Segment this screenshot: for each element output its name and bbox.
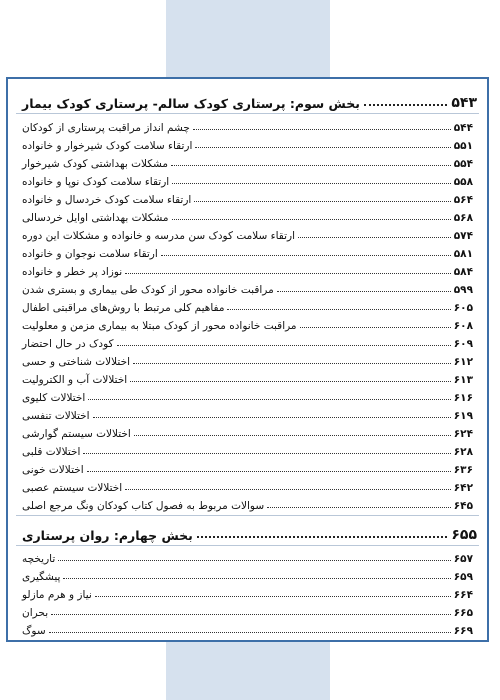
dot-leader xyxy=(49,632,451,633)
entry-page: ۶۶۵ xyxy=(453,607,473,619)
entry-page: ۶۵۹ xyxy=(453,571,473,583)
entry-page: ۵۶۸ xyxy=(453,212,473,224)
entry-title: اختلالات قلبی xyxy=(22,446,81,458)
toc-entry xyxy=(22,601,473,619)
entry-page: ۵۴۴ xyxy=(453,122,473,134)
dot-leader xyxy=(171,165,451,166)
entry-page: ۶۱۳ xyxy=(453,374,473,386)
entry-title: اختلالات کلیوی xyxy=(22,392,86,404)
entry-title: پیشگیری xyxy=(22,571,61,583)
entry-page: ۶۲۴ xyxy=(453,428,473,440)
dot-leader xyxy=(194,201,450,202)
section-rule xyxy=(16,113,479,114)
dot-leader xyxy=(197,536,447,538)
entry-title: اختلالات خونی xyxy=(22,464,84,476)
entry-page: ۵۵۱ xyxy=(453,140,473,152)
entry-title: اختلالات سیستم گوارشی xyxy=(22,428,131,440)
dot-leader xyxy=(117,345,451,346)
entry-title: ارتقاء سلامت کودک نوپا و خانواده xyxy=(22,176,170,188)
dot-leader xyxy=(298,237,451,238)
entry-page: ۵۸۴ xyxy=(453,266,473,278)
section-page: ۵۴۳ xyxy=(451,95,477,111)
dot-leader xyxy=(161,255,451,256)
entry-title: بحران xyxy=(22,607,49,619)
toc-entry xyxy=(22,134,473,152)
entry-page: ۵۸۱ xyxy=(453,248,473,260)
toc-entry xyxy=(22,583,473,601)
toc-entry xyxy=(22,422,473,440)
entry-page: ۶۰۵ xyxy=(453,302,473,314)
toc-box xyxy=(6,77,489,642)
dot-leader xyxy=(95,596,451,597)
entry-page: ۶۵۷ xyxy=(453,553,473,565)
entry-page: ۶۱۹ xyxy=(453,410,473,422)
dot-leader xyxy=(51,614,451,615)
dot-leader xyxy=(87,471,451,472)
entry-title: مشکلات بهداشتی اوایل خردسالی xyxy=(22,212,169,224)
entry-page: ۶۶۹ xyxy=(453,625,473,637)
toc-entry xyxy=(22,116,473,134)
entry-title: مفاهیم کلی مرتبط با روش‌های مراقبتی اطفال xyxy=(22,302,225,314)
toc-entry xyxy=(22,547,473,565)
dot-leader xyxy=(267,507,451,508)
entry-page: ۶۱۲ xyxy=(453,356,473,368)
toc-entry xyxy=(22,404,473,422)
entry-title: اختلالات تنفسی xyxy=(22,410,90,422)
entry-title: سوگ xyxy=(22,625,46,637)
entry-title: کودک در حال احتضار xyxy=(22,338,114,350)
entry-page: ۶۴۲ xyxy=(453,482,473,494)
entry-title: اختلالات آب و الکترولیت xyxy=(22,374,128,386)
entry-title: ارتقاء سلامت نوجوان و خانواده xyxy=(22,248,158,260)
dot-leader xyxy=(195,147,450,148)
dot-leader xyxy=(125,489,451,490)
dot-leader xyxy=(300,327,451,328)
section-title: بخش سوم: پرستاری کودک سالم- پرستاری کودک بیمار xyxy=(22,96,360,111)
dot-leader xyxy=(93,417,451,418)
toc-entry xyxy=(22,565,473,583)
toc-entry xyxy=(22,260,473,278)
toc-entry xyxy=(22,458,473,476)
dot-leader xyxy=(364,104,447,106)
entry-title: ارتقاء سلامت کودک شیرخوار و خانواده xyxy=(22,140,193,152)
dot-leader xyxy=(83,453,450,454)
entry-page: ۵۷۴ xyxy=(453,230,473,242)
entry-title: مشکلات بهداشتی کودک شیرخوار xyxy=(22,158,169,170)
entry-page: ۶۲۸ xyxy=(453,446,473,458)
section-page: ۶۵۵ xyxy=(451,527,477,543)
toc-entry xyxy=(22,242,473,260)
dot-leader xyxy=(63,578,450,579)
toc-entry xyxy=(22,188,473,206)
toc-entry xyxy=(22,386,473,404)
toc-entry xyxy=(22,619,473,637)
toc-entry xyxy=(22,206,473,224)
entry-title: چشم انداز مراقبت پرستاری از کودکان xyxy=(22,122,190,134)
entry-page: ۶۶۴ xyxy=(453,589,473,601)
dot-leader xyxy=(58,560,450,561)
entry-title: نیاز و هرم مازلو xyxy=(22,589,92,601)
toc-entry xyxy=(22,224,473,242)
section-rule xyxy=(16,545,479,546)
entry-title: اختلالات شناختی و حسی xyxy=(22,356,130,368)
section-header xyxy=(22,517,477,543)
toc-entry xyxy=(22,170,473,188)
dot-leader xyxy=(125,273,451,274)
entry-title: مراقبت خانواده محور از کودک مبتلا به بیماری مزمن و معلولیت xyxy=(22,320,297,332)
entry-title: نوزاد پر خطر و خانواده xyxy=(22,266,123,278)
dot-leader xyxy=(172,183,451,184)
dot-leader xyxy=(130,381,451,382)
section-rule xyxy=(16,515,479,516)
entry-title: ارتقاء سلامت کودک سن مدرسه و خانواده و مشکلات این دوره xyxy=(22,230,296,242)
entry-page: ۵۹۹ xyxy=(453,284,473,296)
toc-entry xyxy=(22,494,473,512)
toc-entry xyxy=(22,350,473,368)
toc-entry xyxy=(22,278,473,296)
toc-entry xyxy=(22,152,473,170)
entry-page: ۶۱۶ xyxy=(453,392,473,404)
entry-title: تاریخچه xyxy=(22,553,56,565)
toc-entry xyxy=(22,314,473,332)
section-header xyxy=(22,85,477,111)
entry-page: ۶۳۶ xyxy=(453,464,473,476)
entry-title: مراقبت خانواده محور از کودک طی بیماری و بستری شدن xyxy=(22,284,274,296)
entry-page: ۵۵۴ xyxy=(453,158,473,170)
toc-entry xyxy=(22,296,473,314)
entry-page: ۶۰۸ xyxy=(453,320,473,332)
entry-page: ۵۶۴ xyxy=(453,194,473,206)
entry-page: ۵۵۸ xyxy=(453,176,473,188)
toc-entry xyxy=(22,440,473,458)
toc-entry xyxy=(22,368,473,386)
toc-entry xyxy=(22,476,473,494)
entry-page: ۶۴۵ xyxy=(453,500,473,512)
dot-leader xyxy=(172,219,451,220)
entry-title: ارتقاء سلامت کودک خردسال و خانواده xyxy=(22,194,192,206)
section-title: بخش چهارم: روان پرستاری xyxy=(22,528,193,543)
dot-leader xyxy=(227,309,450,310)
entry-page: ۶۰۹ xyxy=(453,338,473,350)
entry-title: اختلالات سیستم عصبی xyxy=(22,482,123,494)
toc-entry xyxy=(22,332,473,350)
dot-leader xyxy=(88,399,450,400)
dot-leader xyxy=(277,291,451,292)
dot-leader xyxy=(133,363,451,364)
dot-leader xyxy=(193,129,451,130)
entry-title: سوالات مربوط به فصول کتاب کودکان ونگ مرجع اصلی xyxy=(22,500,265,512)
dot-leader xyxy=(134,435,451,436)
